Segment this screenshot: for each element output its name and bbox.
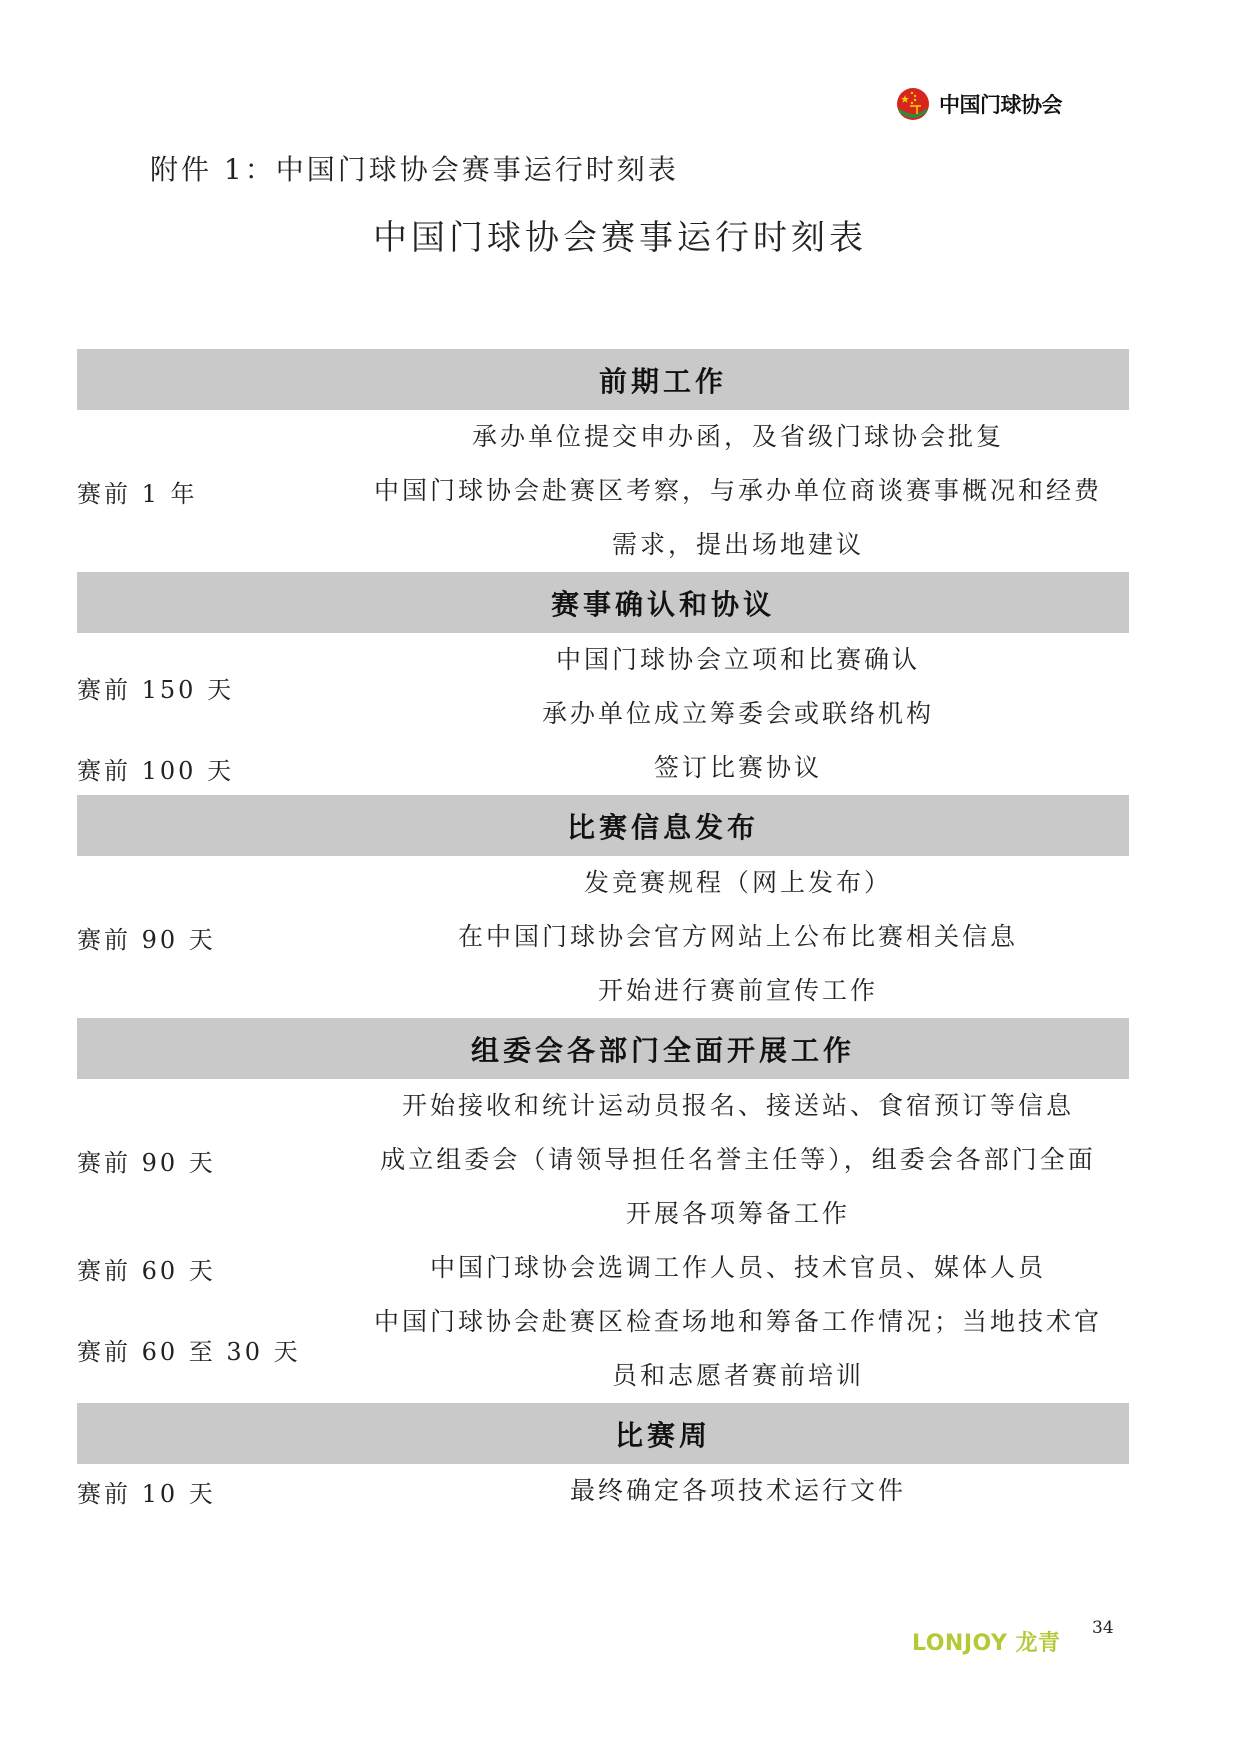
- logo-text: 中国门球协会: [939, 93, 1062, 117]
- row-time: 赛前 150 天: [77, 675, 235, 704]
- main-title: 中国门球协会赛事运行时刻表: [373, 218, 867, 258]
- association-emblem-icon: [895, 86, 931, 122]
- row-tasks: [347, 633, 1129, 741]
- task-line: 需求，提出场地建议: [611, 530, 864, 559]
- task-line: 签订比赛协议: [653, 753, 822, 782]
- row-time: 赛前 90 天: [77, 1148, 216, 1177]
- row-time: 赛前 60 天: [77, 1256, 216, 1285]
- section-header: 比赛信息发布: [77, 795, 1129, 856]
- schedule-row: [77, 633, 1129, 741]
- schedule-row: [77, 741, 1129, 795]
- row-tasks: [347, 741, 1129, 795]
- row-tasks: [347, 1241, 1129, 1295]
- task-line: 中国门球协会立项和比赛确认: [555, 645, 920, 674]
- row-tasks: [347, 1079, 1129, 1241]
- task-line: 承办单位提交申办函，及省级门球协会批复: [471, 422, 1004, 451]
- task-line: 中国门球协会选调工作人员、技术官员、媒体人员: [429, 1253, 1046, 1282]
- schedule-row: [77, 856, 1129, 1018]
- row-time: 赛前 1 年: [77, 479, 198, 508]
- task-line: 开展各项筹备工作: [625, 1199, 850, 1228]
- task-line: 发竞赛规程（网上发布）: [583, 868, 892, 897]
- section-header: 赛事确认和协议: [77, 572, 1129, 633]
- row-time: 赛前 10 天: [77, 1479, 216, 1508]
- task-line: 开始进行赛前宣传工作: [597, 976, 878, 1005]
- schedule-table: [77, 349, 1129, 1518]
- row-time: 赛前 100 天: [77, 756, 235, 785]
- annex-title: 附件 1：中国门球协会赛事运行时刻表: [150, 153, 679, 186]
- header-logo: [895, 86, 1062, 122]
- schedule-row: [77, 1079, 1129, 1241]
- task-line: 在中国门球协会官方网站上公布比赛相关信息: [457, 922, 1018, 951]
- page-number: 34: [1092, 1618, 1114, 1638]
- task-line: 最终确定各项技术运行文件: [569, 1476, 906, 1505]
- task-line: 中国门球协会赴赛区考察，与承办单位商谈赛事概况和经费: [373, 476, 1102, 505]
- row-time: 赛前 90 天: [77, 925, 216, 954]
- task-line: 承办单位成立筹委会或联络机构: [541, 699, 934, 728]
- row-tasks: [347, 1295, 1129, 1403]
- schedule-row: [77, 1241, 1129, 1295]
- schedule-row: [77, 410, 1129, 572]
- row-tasks: [347, 1464, 1129, 1518]
- task-line: 中国门球协会赴赛区检查场地和筹备工作情况；当地技术官: [373, 1307, 1102, 1336]
- row-tasks: [347, 410, 1129, 572]
- task-line: 开始接收和统计运动员报名、接送站、食宿预订等信息: [401, 1091, 1074, 1120]
- row-tasks: [347, 856, 1129, 1018]
- section-header: 前期工作: [77, 349, 1129, 410]
- row-time: 赛前 60 至 30 天: [77, 1337, 301, 1366]
- footer-brand: LONJOY 龙青: [912, 1631, 1061, 1656]
- section-header: 组委会各部门全面开展工作: [77, 1018, 1129, 1079]
- schedule-row: [77, 1464, 1129, 1518]
- schedule-row: [77, 1295, 1129, 1403]
- task-line: 员和志愿者赛前培训: [611, 1361, 864, 1390]
- section-header: 比赛周: [77, 1403, 1129, 1464]
- task-line: 成立组委会（请领导担任名誉主任等），组委会各部门全面: [380, 1145, 1096, 1174]
